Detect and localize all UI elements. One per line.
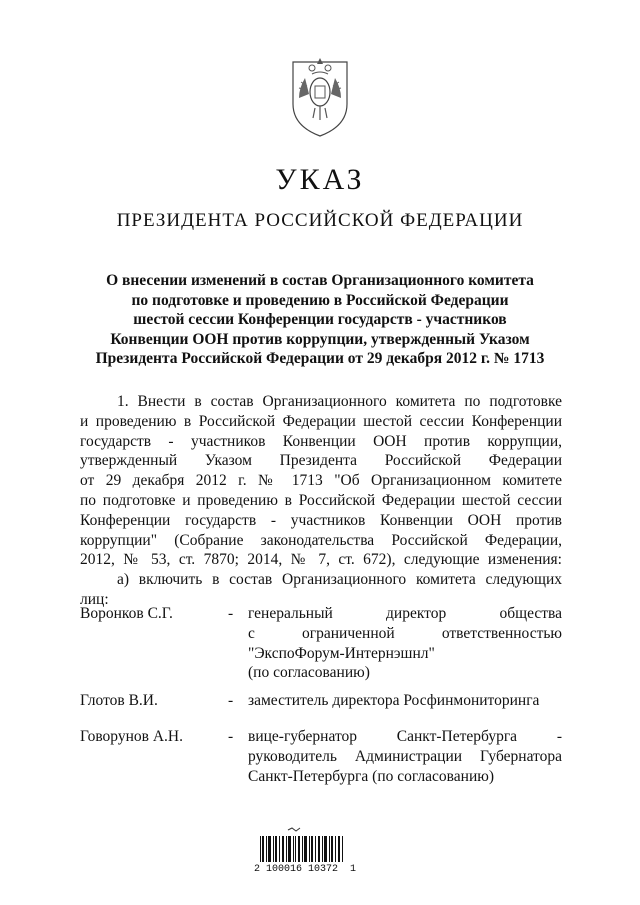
body-line: и проведению в Российской Федерации шестой сессии Конференции	[80, 412, 562, 430]
body-line: а) включить в состав Организационного комитета следующих	[117, 571, 562, 589]
decree-subtitle: ПРЕЗИДЕНТА РОССИЙСКОЙ ФЕДЕРАЦИИ	[116, 210, 524, 231]
heading-line: Конвенции ООН против коррупции, утвержденный Указом	[110, 330, 530, 348]
member-role	[248, 691, 562, 711]
decree-title: УКАЗ	[275, 163, 365, 196]
coat-of-arms-emblem	[285, 52, 355, 140]
member-dash: -	[228, 728, 234, 745]
body-line: утвержденный Указом Президента Российской Федерации	[80, 452, 562, 470]
body-line: государств - участников Конвенции ООН против коррупции,	[80, 432, 562, 450]
role-line: руководитель Администрации Губернатора	[248, 747, 562, 765]
member-dash: -	[228, 605, 234, 622]
decree-body	[80, 392, 562, 610]
body-line: 1. Внести в состав Организационного комитета по подготовке	[117, 393, 562, 410]
body-line: лиц:	[80, 590, 109, 608]
heading-line: О внесении изменений в состав Организационного комитета	[106, 272, 534, 289]
heading-line: Президента Российской Федерации от 29 декабря 2012 г. № 1713	[95, 350, 545, 367]
heading-line: шестой сессии Конференции государств - участников	[133, 311, 507, 328]
member-name: Воронков С.Г.	[80, 605, 173, 622]
member-role	[248, 727, 562, 786]
body-line: Конференции государств - участников Конвенции ООН против	[80, 511, 562, 529]
role-line: вице-губернатор Санкт-Петербурга -	[248, 728, 562, 745]
role-line: "ЭкспоФорум-Интернэшнл"	[248, 644, 435, 662]
member-name: Глотов В.И.	[80, 692, 158, 709]
body-line: коррупции" (Собрание законодательства Российской Федерации,	[80, 531, 562, 549]
role-line: генеральный директор общества	[248, 605, 562, 622]
member-name: Говорунов А.Н.	[80, 728, 183, 745]
role-line: с ограниченной ответственностью	[248, 624, 562, 642]
member-role	[248, 604, 562, 683]
barcode-number: 2 100016 10372 1	[254, 864, 357, 875]
heading-line: по подготовке и проведению в Российской Федерации	[131, 291, 509, 309]
body-line: 2012, № 53, ст. 7870; 2014, № 7, ст. 672), следующие изменения:	[80, 551, 562, 569]
role-line: Санкт-Петербурга (по согласованию)	[248, 767, 495, 785]
body-line: по подготовке и проведению в Российской Федерации шестой сессии	[80, 491, 562, 509]
body-line: от 29 декабря 2012 г. № 1713 "Об Организационном комитете	[80, 472, 562, 490]
member-dash: -	[228, 692, 234, 709]
decree-heading	[90, 271, 550, 369]
role-line: заместитель директора Росфинмониторинга	[248, 692, 540, 709]
role-line: (по согласованию)	[248, 664, 370, 682]
